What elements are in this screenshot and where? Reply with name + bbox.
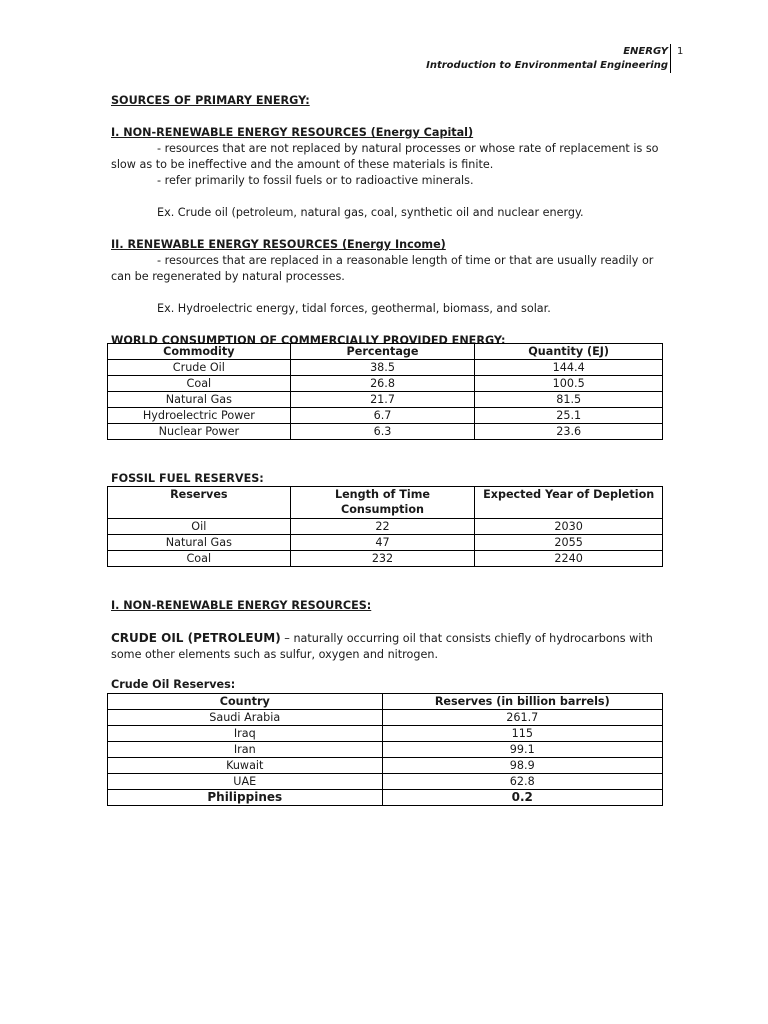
world-consumption-heading: WORLD CONSUMPTION OF COMMERCIALLY PROVIDED ENERGY: <box>111 334 506 347</box>
column-header: Expected Year of Depletion <box>475 487 663 519</box>
header-doc-title: ENERGY <box>623 46 668 57</box>
fossil-reserves-heading: FOSSIL FUEL RESERVES: <box>111 472 264 485</box>
table-cell: 2240 <box>475 551 663 567</box>
column-header: Country <box>108 694 383 710</box>
column-header: Commodity <box>108 344 291 360</box>
table-row <box>108 376 663 392</box>
column-header: Length of Time Consumption <box>290 487 475 519</box>
fossil-reserves-table <box>107 486 663 567</box>
table-row <box>108 360 663 376</box>
table-cell: Natural Gas <box>108 392 291 408</box>
table-header-row <box>108 487 663 519</box>
page-header <box>426 45 668 73</box>
table-cell: Crude Oil <box>108 360 291 376</box>
table-cell: Iraq <box>108 726 383 742</box>
table-row <box>108 790 663 806</box>
crude-oil-reserves-table <box>107 693 663 806</box>
table-row <box>108 551 663 567</box>
table-cell: 100.5 <box>475 376 663 392</box>
table-row <box>108 710 663 726</box>
table-cell: Philippines <box>108 790 383 806</box>
table-cell: 98.9 <box>382 758 662 774</box>
table-cell: Oil <box>108 519 291 535</box>
table-cell: Coal <box>108 376 291 392</box>
nonrenewable-def-1: - resources that are not replaced by natural processes or whose rate of replacement is so slow as to be ineffective and the amount of these materials is finite. <box>111 142 659 171</box>
table-cell: 144.4 <box>475 360 663 376</box>
renewable-heading: II. RENEWABLE ENERGY RESOURCES (Energy Income) <box>111 238 446 251</box>
renewable-def: - resources that are replaced in a reasonable length of time or that are usually readily or can be regenerated by natural processes. <box>111 254 654 283</box>
table-row <box>108 392 663 408</box>
column-header: Reserves (in billion barrels) <box>382 694 662 710</box>
table-cell: 23.6 <box>475 424 663 440</box>
nonrenewable-heading-2: I. NON-RENEWABLE ENERGY RESOURCES: <box>111 599 372 612</box>
page-number: 1 <box>677 46 684 57</box>
table-row <box>108 774 663 790</box>
table-cell: 22 <box>290 519 475 535</box>
table-row <box>108 519 663 535</box>
table-cell: 38.5 <box>290 360 475 376</box>
table-cell: 26.8 <box>290 376 475 392</box>
table-header-row <box>108 694 663 710</box>
table-header-row <box>108 344 663 360</box>
table-cell: UAE <box>108 774 383 790</box>
crude-oil-section <box>111 598 671 693</box>
table-cell: 21.7 <box>290 392 475 408</box>
renewable-example: Ex. Hydroelectric energy, tidal forces, geothermal, biomass, and solar. <box>157 302 551 315</box>
table-cell: 261.7 <box>382 710 662 726</box>
table-cell: 99.1 <box>382 742 662 758</box>
table-row <box>108 726 663 742</box>
crude-reserves-heading: Crude Oil Reserves: <box>111 678 236 691</box>
table-cell: Coal <box>108 551 291 567</box>
column-header: Quantity (EJ) <box>475 344 663 360</box>
table-cell: Hydroelectric Power <box>108 408 291 424</box>
document-body <box>111 93 671 349</box>
nonrenewable-def-2: - refer primarily to fossil fuels or to radioactive minerals. <box>157 174 474 187</box>
nonrenewable-example: Ex. Crude oil (petroleum, natural gas, coal, synthetic oil and nuclear energy. <box>157 206 584 219</box>
crude-oil-definition <box>111 630 671 663</box>
table-cell: 81.5 <box>475 392 663 408</box>
table-row <box>108 424 663 440</box>
table-cell: 47 <box>290 535 475 551</box>
table-row <box>108 758 663 774</box>
table-cell: 25.1 <box>475 408 663 424</box>
table-cell: 6.3 <box>290 424 475 440</box>
table-cell: Natural Gas <box>108 535 291 551</box>
table-row <box>108 408 663 424</box>
table-cell: 6.7 <box>290 408 475 424</box>
header-subtitle: Introduction to Environmental Engineering <box>426 60 668 71</box>
table-cell: 115 <box>382 726 662 742</box>
header-divider <box>670 44 671 73</box>
crude-oil-text: – naturally occurring oil that consists chiefly of hydrocarbons with some other elements such as sulfur, oxygen and nitrogen. <box>111 632 653 661</box>
world-consumption-table <box>107 343 663 440</box>
table-cell: 0.2 <box>382 790 662 806</box>
column-header: Reserves <box>108 487 291 519</box>
table-cell: 232 <box>290 551 475 567</box>
table-row <box>108 535 663 551</box>
crude-oil-term: CRUDE OIL (PETROLEUM) <box>111 631 281 645</box>
table-cell: Nuclear Power <box>108 424 291 440</box>
table-cell: Iran <box>108 742 383 758</box>
table-row <box>108 742 663 758</box>
table-cell: Saudi Arabia <box>108 710 383 726</box>
section-title-sources: SOURCES OF PRIMARY ENERGY: <box>111 94 310 107</box>
column-header: Percentage <box>290 344 475 360</box>
table-cell: 2030 <box>475 519 663 535</box>
nonrenewable-heading: I. NON-RENEWABLE ENERGY RESOURCES (Energy Capital) <box>111 126 474 139</box>
table-cell: 62.8 <box>382 774 662 790</box>
table-cell: Kuwait <box>108 758 383 774</box>
table-cell: 2055 <box>475 535 663 551</box>
